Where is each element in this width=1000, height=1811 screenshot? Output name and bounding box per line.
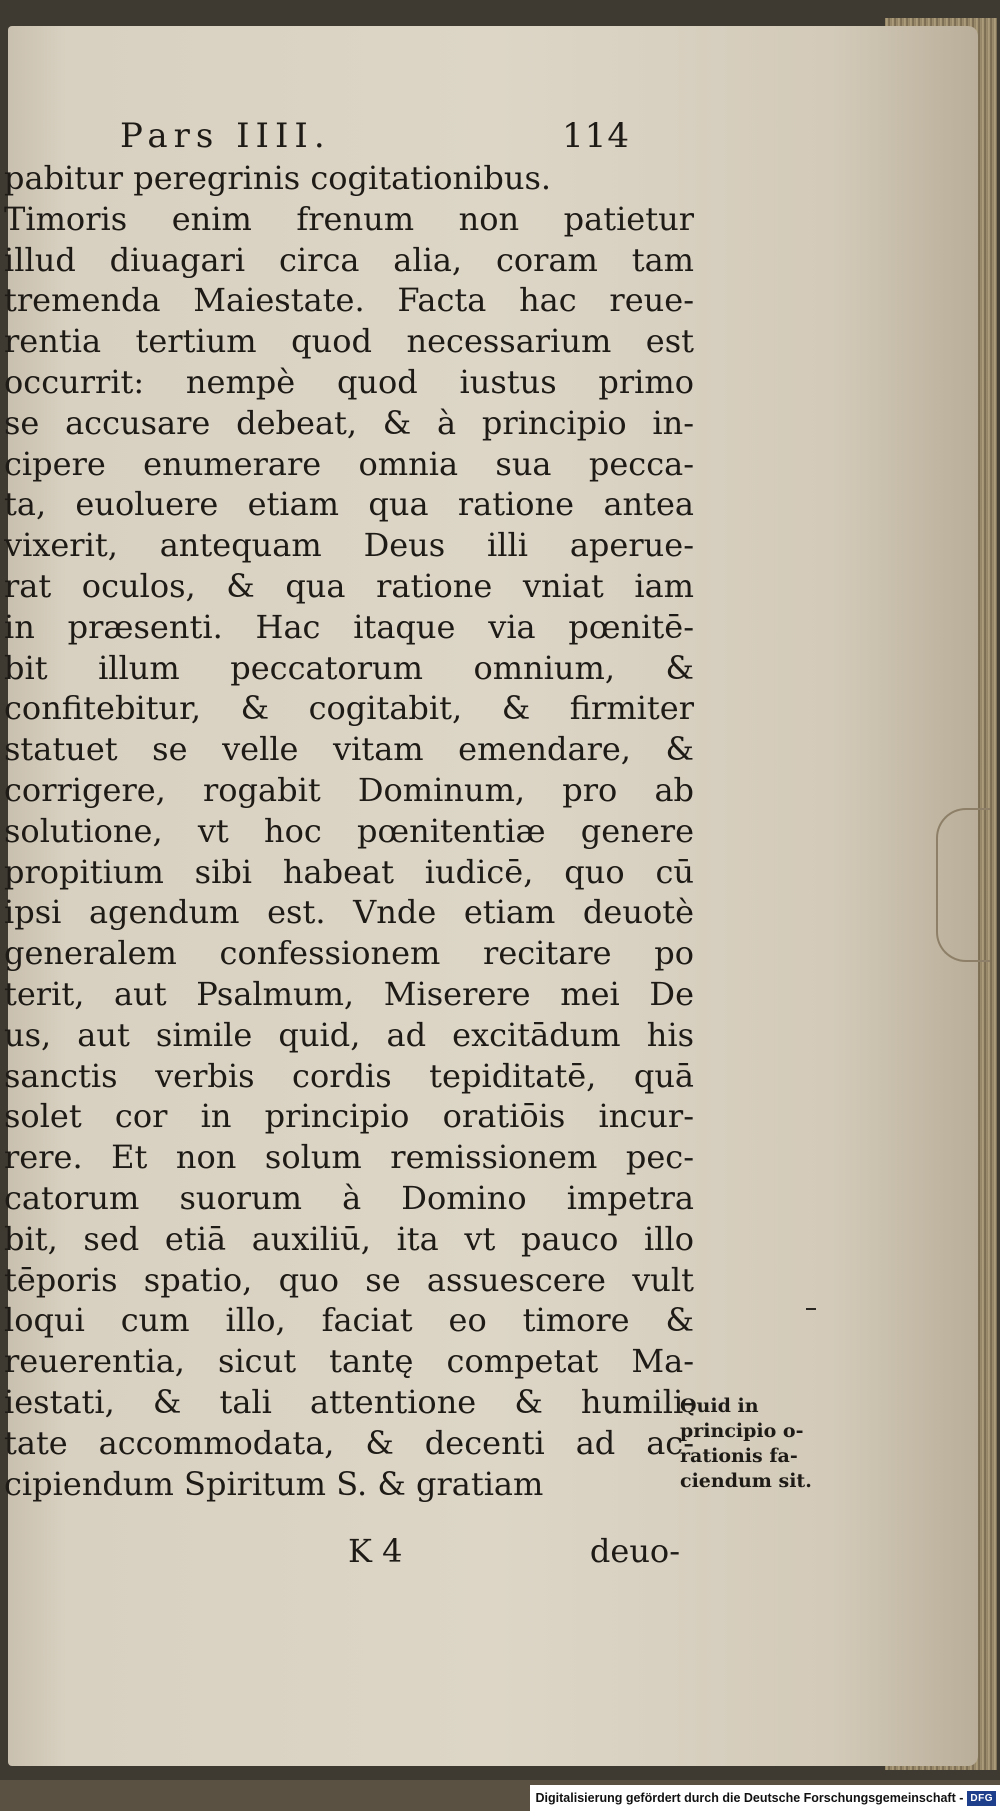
text-line: ta, euoluere etiam qua ratione antea: [4, 485, 694, 524]
body-text: [4, 158, 694, 1504]
text-line: generalem confessionem recitare po: [4, 934, 694, 973]
text-line: statuet se velle vitam emendare, &: [4, 730, 694, 769]
text-line: bit illum peccatorum omnium, &: [4, 648, 694, 687]
text-line: rere. Et non solum remissionem pec-: [4, 1138, 694, 1177]
text-line: illud diuagari circa alia, coram tam: [4, 240, 694, 279]
text-line: catorum suorum à Domino impetra: [4, 1178, 694, 1217]
text-line: bit, sed etiā auxiliū, ita vt pauco illo: [4, 1219, 694, 1258]
text-line: reuerentia, sicut tantę competat Ma-: [4, 1342, 694, 1381]
dfg-logo: DFG: [967, 1791, 996, 1806]
clasp-outline: [936, 808, 990, 962]
text-line: occurrit: nempè quod iustus primo: [4, 362, 694, 401]
text-line: se accusare debeat, & à principio in-: [4, 403, 694, 442]
text-line: vixerit, antequam Deus illi aperue-: [4, 526, 694, 565]
marginal-note: [680, 1394, 830, 1494]
page-number: 114: [562, 116, 630, 156]
text-line: propitium sibi habeat iudicē, quo cū: [4, 852, 694, 891]
text-line: us, aut simile quid, ad excitādum his: [4, 1015, 694, 1054]
text-line: solet cor in principio oratiōis incur-: [4, 1097, 694, 1136]
text-line: Timoris enim frenum non patietur: [4, 199, 694, 238]
text-line: cipiendum Spiritum S. & gratiam: [4, 1464, 544, 1503]
text-line: rat oculos, & qua ratione vniat iam: [4, 566, 694, 605]
text-line: tate accommodata, & decenti ad ac-: [4, 1423, 694, 1462]
digitization-credit: [530, 1785, 1000, 1811]
text-line: in præsenti. Hac itaque via pœnitē-: [4, 607, 694, 646]
running-head-title: Pars IIII.: [120, 116, 331, 156]
text-line: corrigere, rogabit Dominum, pro ab: [4, 770, 694, 809]
marginal-note-line: ciendum sit.: [680, 1470, 812, 1492]
text-line: pabitur peregrinis cogitationibus.: [4, 159, 552, 197]
text-line: tēporis spatio, quo se assuescere vult: [4, 1260, 694, 1299]
stray-ink-mark: [806, 1308, 816, 1310]
catchword: deuo-: [589, 1532, 680, 1570]
text-line: loqui cum illo, faciat eo timore &: [4, 1301, 694, 1340]
text-line: ipsi agendum est. Vnde etiam deuotè: [4, 893, 694, 932]
text-line: cipere enumerare omnia sua pecca-: [4, 444, 694, 483]
text-line: rentia tertium quod necessarium est: [4, 322, 694, 361]
text-line: tremenda Maiestate. Facta hac reue-: [4, 281, 694, 320]
text-line: confitebitur, & cogitabit, & firmiter: [4, 689, 694, 728]
text-line: solutione, vt hoc pœnitentiæ genere: [4, 811, 694, 850]
text-line: iestati, & tali attentione & humili-: [4, 1382, 694, 1421]
running-head: [120, 116, 630, 162]
marginal-note-line: rationis fa-: [680, 1445, 798, 1467]
page-footer: [200, 1532, 680, 1576]
text-line: terit, aut Psalmum, Miserere mei De: [4, 974, 694, 1013]
marginal-note-line: Quid in: [680, 1395, 759, 1417]
text-line: sanctis verbis cordis tepiditatē, quā: [4, 1056, 694, 1095]
marginal-note-line: principio o-: [680, 1420, 804, 1442]
credit-text: Digitalisierung gefördert durch die Deutsche Forschungsgemeinschaft -: [535, 1791, 964, 1805]
signature-mark: K 4: [348, 1532, 403, 1570]
